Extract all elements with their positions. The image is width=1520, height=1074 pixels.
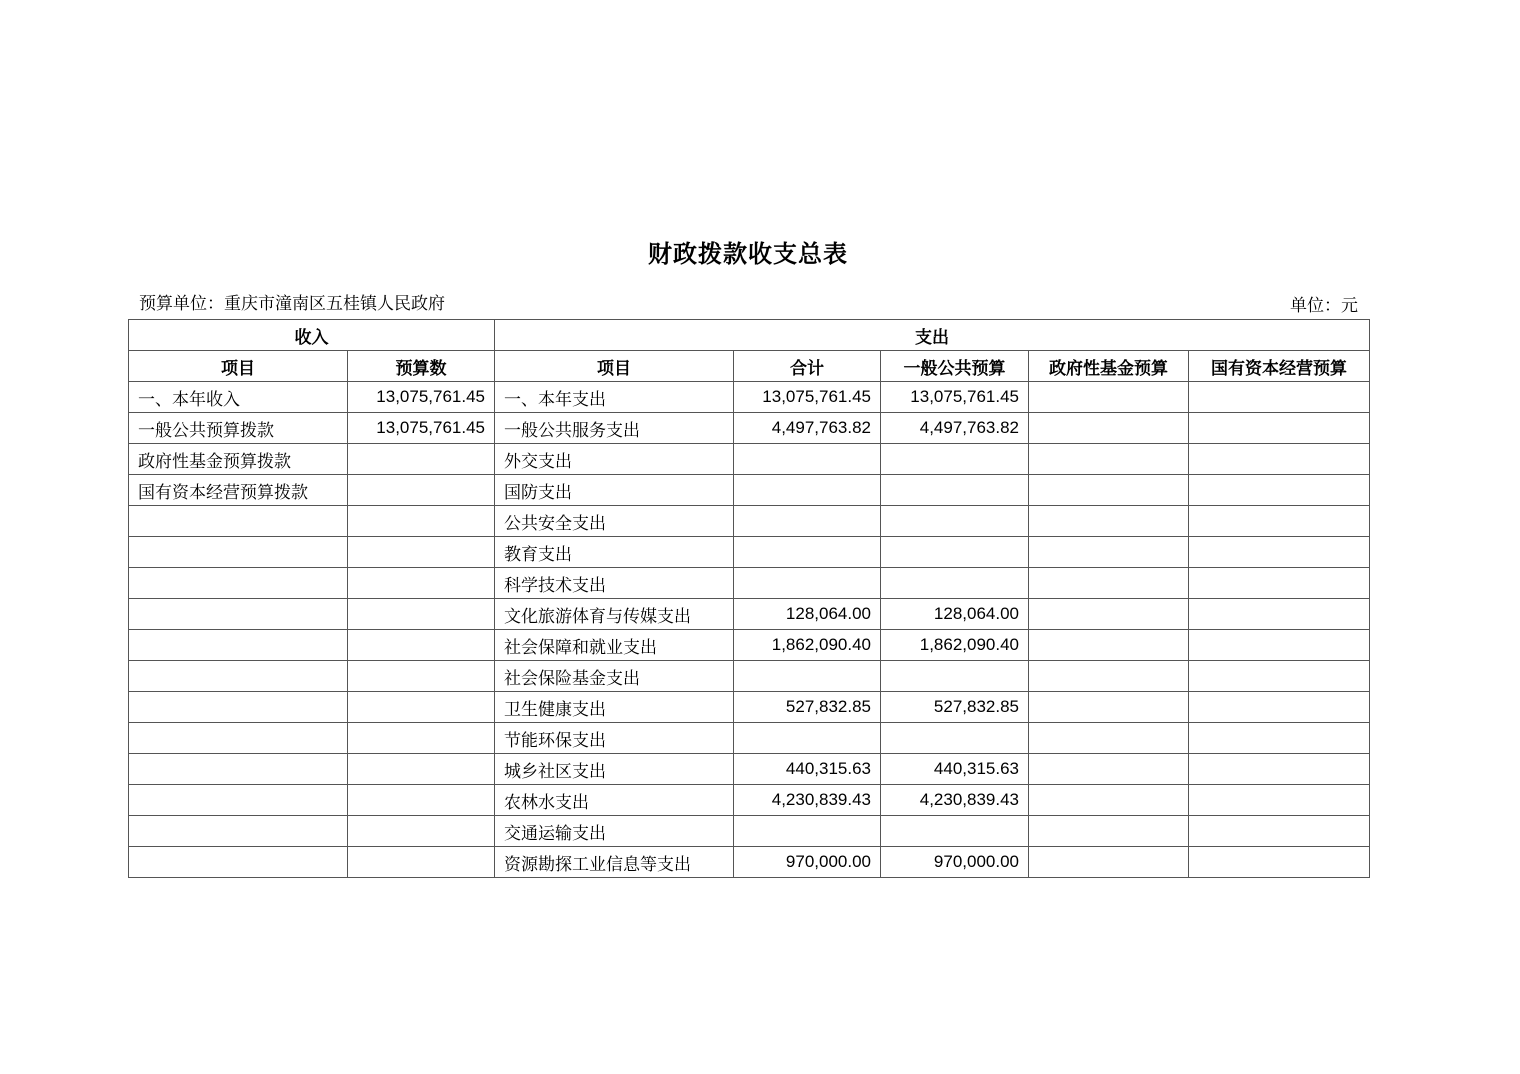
cell-total <box>734 444 881 475</box>
cell-gov-fund <box>1029 444 1189 475</box>
table-row <box>129 754 1370 785</box>
cell-income-budget <box>348 692 495 723</box>
cell-general-public <box>881 537 1029 568</box>
cell-expense-item: 农林水支出 <box>495 785 734 816</box>
cell-total <box>734 537 881 568</box>
cell-total <box>734 816 881 847</box>
cell-income-item <box>129 785 348 816</box>
cell-total: 13,075,761.45 <box>734 382 881 413</box>
header-general-public: 一般公共预算 <box>881 351 1029 382</box>
cell-gov-fund <box>1029 568 1189 599</box>
cell-income-budget <box>348 723 495 754</box>
table-row <box>129 444 1370 475</box>
cell-general-public <box>881 475 1029 506</box>
cell-state-capital <box>1189 506 1370 537</box>
cell-income-item: 一般公共预算拨款 <box>129 413 348 444</box>
table-row <box>129 382 1370 413</box>
cell-income-budget <box>348 754 495 785</box>
cell-income-budget: 13,075,761.45 <box>348 413 495 444</box>
cell-income-budget <box>348 506 495 537</box>
cell-state-capital <box>1189 599 1370 630</box>
cell-total <box>734 568 881 599</box>
cell-general-public: 527,832.85 <box>881 692 1029 723</box>
cell-state-capital <box>1189 692 1370 723</box>
cell-gov-fund <box>1029 785 1189 816</box>
cell-income-item <box>129 692 348 723</box>
cell-general-public: 970,000.00 <box>881 847 1029 878</box>
header-row-group <box>129 320 1370 351</box>
cell-general-public: 4,497,763.82 <box>881 413 1029 444</box>
table-row <box>129 723 1370 754</box>
unit-row <box>139 289 1358 316</box>
table-row <box>129 475 1370 506</box>
cell-total: 527,832.85 <box>734 692 881 723</box>
cell-gov-fund <box>1029 723 1189 754</box>
fiscal-summary-table <box>128 319 1370 878</box>
cell-state-capital <box>1189 537 1370 568</box>
cell-general-public <box>881 816 1029 847</box>
cell-gov-fund <box>1029 816 1189 847</box>
cell-general-public: 4,230,839.43 <box>881 785 1029 816</box>
cell-expense-item: 一、本年支出 <box>495 382 734 413</box>
cell-gov-fund <box>1029 599 1189 630</box>
cell-state-capital <box>1189 816 1370 847</box>
cell-total: 4,230,839.43 <box>734 785 881 816</box>
cell-total <box>734 506 881 537</box>
cell-gov-fund <box>1029 692 1189 723</box>
header-row-columns <box>129 351 1370 382</box>
header-income: 收入 <box>129 320 495 351</box>
table-row <box>129 630 1370 661</box>
cell-general-public <box>881 568 1029 599</box>
table-row <box>129 537 1370 568</box>
cell-gov-fund <box>1029 661 1189 692</box>
cell-state-capital <box>1189 630 1370 661</box>
cell-income-item <box>129 847 348 878</box>
cell-expense-item: 节能环保支出 <box>495 723 734 754</box>
cell-income-budget <box>348 661 495 692</box>
cell-income-item: 国有资本经营预算拨款 <box>129 475 348 506</box>
cell-expense-item: 资源勘探工业信息等支出 <box>495 847 734 878</box>
cell-state-capital <box>1189 568 1370 599</box>
cell-expense-item: 社会保障和就业支出 <box>495 630 734 661</box>
cell-total <box>734 723 881 754</box>
cell-expense-item: 教育支出 <box>495 537 734 568</box>
cell-total <box>734 475 881 506</box>
cell-gov-fund <box>1029 847 1189 878</box>
cell-general-public <box>881 444 1029 475</box>
cell-state-capital <box>1189 754 1370 785</box>
cell-income-item <box>129 723 348 754</box>
cell-state-capital <box>1189 382 1370 413</box>
cell-total: 970,000.00 <box>734 847 881 878</box>
cell-gov-fund <box>1029 754 1189 785</box>
cell-state-capital <box>1189 444 1370 475</box>
table-body <box>129 382 1370 878</box>
cell-income-budget <box>348 785 495 816</box>
cell-total: 440,315.63 <box>734 754 881 785</box>
cell-expense-item: 外交支出 <box>495 444 734 475</box>
cell-income-item <box>129 537 348 568</box>
cell-income-item <box>129 568 348 599</box>
cell-gov-fund <box>1029 382 1189 413</box>
cell-gov-fund <box>1029 630 1189 661</box>
cell-income-budget <box>348 816 495 847</box>
cell-general-public: 128,064.00 <box>881 599 1029 630</box>
cell-general-public: 1,862,090.40 <box>881 630 1029 661</box>
cell-total: 4,497,763.82 <box>734 413 881 444</box>
cell-income-item: 政府性基金预算拨款 <box>129 444 348 475</box>
header-state-capital: 国有资本经营预算 <box>1189 351 1370 382</box>
cell-income-budget: 13,075,761.45 <box>348 382 495 413</box>
cell-state-capital <box>1189 723 1370 754</box>
cell-total: 128,064.00 <box>734 599 881 630</box>
cell-income-budget <box>348 537 495 568</box>
currency-unit-label: 单位：元 <box>1290 296 1358 316</box>
cell-income-budget <box>348 599 495 630</box>
cell-state-capital <box>1189 847 1370 878</box>
cell-state-capital <box>1189 413 1370 444</box>
cell-expense-item: 交通运输支出 <box>495 816 734 847</box>
table-row <box>129 692 1370 723</box>
table-row <box>129 506 1370 537</box>
cell-income-budget <box>348 444 495 475</box>
cell-income-budget <box>348 630 495 661</box>
cell-state-capital <box>1189 475 1370 506</box>
cell-income-budget <box>348 847 495 878</box>
cell-general-public <box>881 723 1029 754</box>
cell-state-capital <box>1189 661 1370 692</box>
cell-expense-item: 社会保险基金支出 <box>495 661 734 692</box>
cell-income-item <box>129 599 348 630</box>
cell-expense-item: 公共安全支出 <box>495 506 734 537</box>
cell-income-item <box>129 754 348 785</box>
cell-expense-item: 文化旅游体育与传媒支出 <box>495 599 734 630</box>
page-title: 财政拨款收支总表 <box>648 239 848 268</box>
cell-expense-item: 国防支出 <box>495 475 734 506</box>
cell-general-public: 440,315.63 <box>881 754 1029 785</box>
cell-general-public <box>881 506 1029 537</box>
cell-total: 1,862,090.40 <box>734 630 881 661</box>
table-row <box>129 568 1370 599</box>
cell-income-item <box>129 816 348 847</box>
table-row <box>129 816 1370 847</box>
header-expense-item: 项目 <box>495 351 734 382</box>
header-gov-fund: 政府性基金预算 <box>1029 351 1189 382</box>
cell-income-item <box>129 630 348 661</box>
cell-gov-fund <box>1029 537 1189 568</box>
cell-expense-item: 科学技术支出 <box>495 568 734 599</box>
table-row <box>129 661 1370 692</box>
cell-income-budget <box>348 475 495 506</box>
table-row <box>129 847 1370 878</box>
cell-general-public: 13,075,761.45 <box>881 382 1029 413</box>
header-income-budget: 预算数 <box>348 351 495 382</box>
cell-expense-item: 一般公共服务支出 <box>495 413 734 444</box>
cell-gov-fund <box>1029 475 1189 506</box>
cell-gov-fund <box>1029 506 1189 537</box>
header-total: 合计 <box>734 351 881 382</box>
budget-unit-label: 预算单位：重庆市潼南区五桂镇人民政府 <box>139 294 445 314</box>
cell-income-budget <box>348 568 495 599</box>
table-row <box>129 599 1370 630</box>
cell-gov-fund <box>1029 413 1189 444</box>
header-income-item: 项目 <box>129 351 348 382</box>
cell-income-item <box>129 661 348 692</box>
cell-income-item: 一、本年收入 <box>129 382 348 413</box>
cell-expense-item: 城乡社区支出 <box>495 754 734 785</box>
table-row <box>129 413 1370 444</box>
table-row <box>129 785 1370 816</box>
cell-income-item <box>129 506 348 537</box>
cell-expense-item: 卫生健康支出 <box>495 692 734 723</box>
cell-total <box>734 661 881 692</box>
cell-general-public <box>881 661 1029 692</box>
header-expense: 支出 <box>495 320 1370 351</box>
cell-state-capital <box>1189 785 1370 816</box>
